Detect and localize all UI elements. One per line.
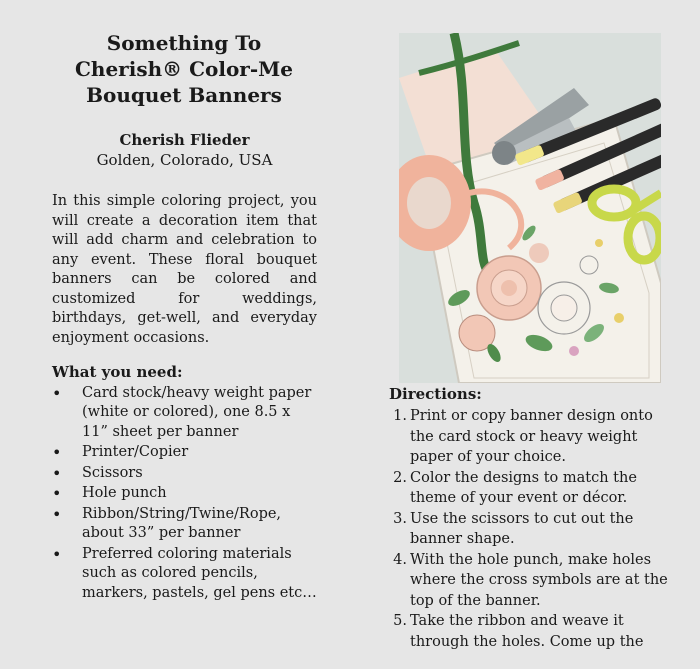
author-location: Golden, Colorado, USA: [96, 151, 273, 169]
title-line: Something To: [106, 31, 262, 55]
list-item: • Printer/Copier: [52, 443, 317, 463]
step-number: 1.: [393, 408, 407, 424]
list-item: [389, 509, 669, 550]
list-item: • Scissors: [52, 464, 317, 484]
directions-heading: Directions:: [389, 385, 482, 403]
step-text: Take the ribbon and weave it through the holes. Come up the: [410, 613, 644, 650]
craft-photo: [399, 33, 661, 383]
step-number: 5.: [393, 613, 407, 629]
step-text: Color the designs to match the theme of your event or décor.: [410, 469, 637, 506]
title-line: Bouquet Banners: [86, 83, 282, 107]
list-item: [389, 611, 669, 652]
list-item: [389, 550, 669, 612]
list-item: [389, 468, 669, 509]
list-item: • Preferred coloring materials such as colored pencils, markers, pastels, gel pens etc…: [52, 545, 317, 604]
step-text: Use the scissors to cut out the banner shape.: [410, 510, 634, 547]
step-text: Print or copy banner design onto the card stock or heavy weight paper of your choice.: [410, 408, 653, 465]
author-block: [52, 130, 317, 170]
author-name: Cherish Flieder: [119, 131, 250, 149]
step-number: 3.: [393, 510, 407, 527]
page-title: [34, 30, 334, 108]
directions-list: [389, 406, 669, 652]
step-number: 4.: [393, 551, 407, 568]
left-column: [52, 30, 317, 604]
list-item: • Ribbon/String/Twine/Rope, about 33” per banner: [52, 505, 317, 544]
needs-heading: What you need:: [52, 362, 183, 381]
title-line: Cherish® Color-Me: [75, 57, 293, 81]
right-column: [389, 384, 669, 652]
step-text: With the hole punch, make holes where the cross symbols are at the top of the banner.: [410, 551, 668, 609]
list-item: • Hole punch: [52, 484, 317, 504]
list-item: • Card stock/heavy weight paper (white or colored), one 8.5 x 11” sheet per banner: [52, 384, 317, 443]
step-number: 2.: [393, 469, 407, 486]
intro-paragraph: In this simple coloring project, you will create a decoration item that will add charm and celebration to any event. These floral bouquet banners can be colored and customized for weddings, birthdays, get-well, and everyday enjoyment occasions.: [52, 193, 317, 346]
list-item: [389, 406, 669, 468]
needs-list: [52, 384, 317, 604]
